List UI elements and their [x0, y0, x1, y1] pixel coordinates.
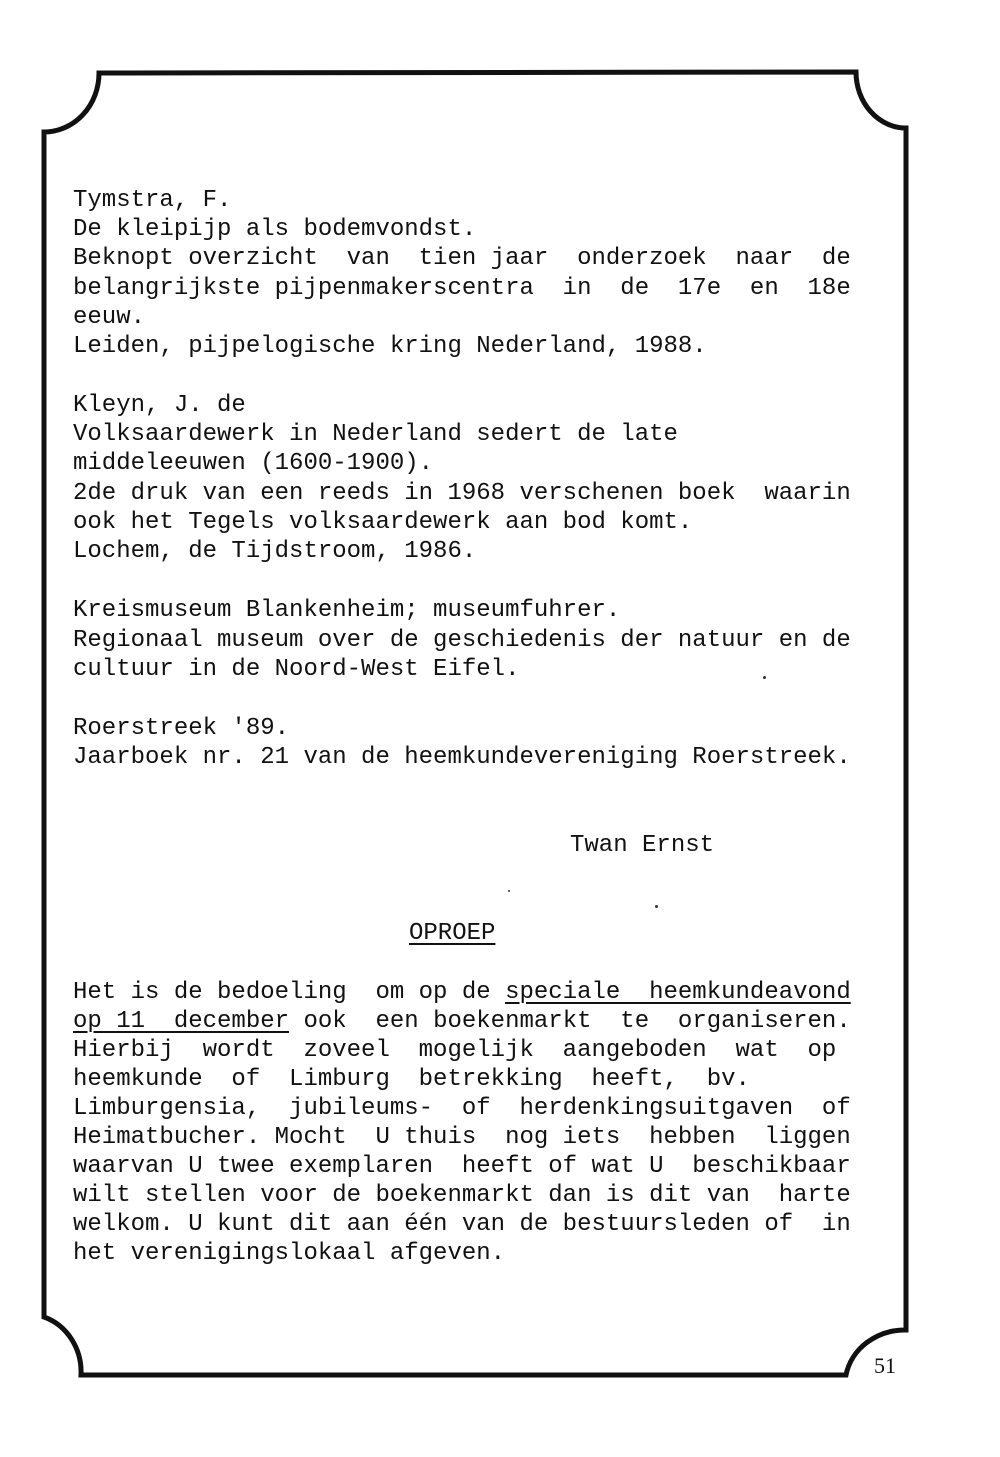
notice-line-text: ook een boekenmarkt te organiseren. — [289, 1008, 851, 1035]
notice-line — [73, 1007, 851, 1036]
entry-2-author: Kleyn, J. de — [73, 392, 246, 419]
notice-line: Hierbij wordt zoveel mogelijk aangeboden wat op — [73, 1037, 837, 1064]
notice-emphasis-event: speciale heemkundeavond — [505, 979, 851, 1006]
entry-3-desc-line: cultuur in de Noord-West Eifel. — [73, 656, 520, 683]
notice-line: Heimatbucher. Mocht U thuis nog iets hebben liggen — [73, 1124, 851, 1151]
entry-1-desc-line: Beknopt overzicht van tien jaar onderzoek naar de — [73, 245, 851, 272]
entry-1-author: Tymstra, F. — [73, 187, 232, 214]
speck-mark — [763, 676, 766, 679]
notice-line — [73, 978, 851, 1007]
notice-line: Limburgensia, jubileums- of herdenkingsuitgaven of — [73, 1095, 851, 1122]
notice-emphasis-date: op 11 december — [73, 1008, 290, 1035]
notice-line: heemkunde of Limburg betrekking heeft, bv. — [73, 1066, 750, 1093]
entry-4-title: Roerstreek '89. — [73, 715, 290, 742]
notice-line: het verenigingslokaal afgeven. — [73, 1240, 506, 1267]
notice-line: waarvan U twee exemplaren heeft of wat U beschikbaar — [73, 1153, 851, 1180]
entry-1-desc-line: belangrijkste pijpenmakerscentra in de 17e en 18e — [73, 275, 851, 302]
entry-1-publisher: Leiden, pijpelogische kring Nederland, 1988. — [73, 333, 707, 360]
entry-2-desc-line: 2de druk van een reeds in 1968 verschenen boek waarin — [73, 480, 851, 507]
entry-4-desc-line: Jaarboek nr. 21 van de heemkundevereniging Roerstreek. — [73, 744, 851, 771]
speck-mark — [508, 890, 510, 892]
author-signature: Twan Ernst — [570, 832, 715, 859]
notice-line: welkom. U kunt dit aan één van de bestuursleden of in — [73, 1211, 851, 1238]
notice-heading: OPROEP — [409, 920, 496, 947]
notice-line: wilt stellen voor de boekenmarkt dan is dit van harte — [73, 1182, 851, 1209]
entry-3-title: Kreismuseum Blankenheim; museumfuhrer. — [73, 597, 621, 624]
entry-1-title: De kleipijp als bodemvondst. — [73, 216, 477, 243]
notice-line-text: Het is de bedoeling om op de — [73, 979, 506, 1006]
entry-2-desc-line: ook het Tegels volksaardewerk aan bod komt. — [73, 509, 693, 536]
entry-2-publisher: Lochem, de Tijdstroom, 1986. — [73, 538, 477, 565]
entry-2-title: Volksaardewerk in Nederland sedert de late — [73, 421, 678, 448]
page-number: 51 — [874, 1353, 896, 1378]
entry-2-title-cont: middeleeuwen (1600-1900). — [73, 450, 434, 477]
speck-mark — [655, 905, 658, 908]
entry-1-desc-line: eeuw. — [73, 304, 146, 331]
entry-3-desc-line: Regionaal museum over de geschiedenis der natuur en de — [73, 627, 851, 654]
